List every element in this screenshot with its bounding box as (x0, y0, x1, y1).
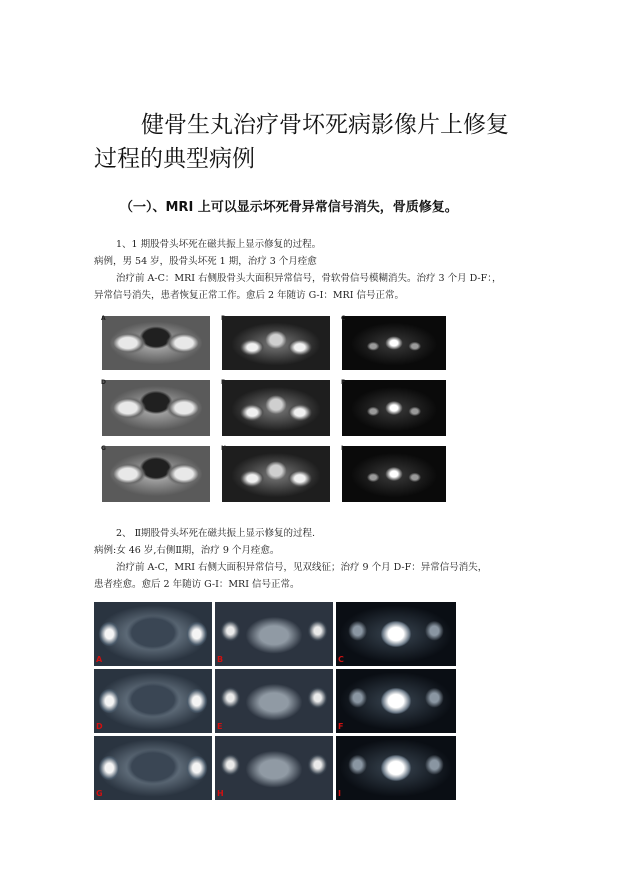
panel-label: E (221, 379, 226, 386)
case-1-text (94, 236, 534, 304)
panel-label: B (217, 655, 224, 664)
mri-panel-h (215, 736, 333, 800)
mri-panel-h (222, 446, 330, 502)
panel-label: D (101, 379, 106, 386)
mri-panel-e (222, 380, 330, 436)
mri-panel-i (336, 736, 456, 800)
mri-panel-d (102, 380, 210, 436)
case-2-heading: 2、 Ⅱ期股骨头坏死在磁共振上显示修复的过程. (116, 528, 316, 539)
case-1-patient: 病例，男 54 岁，股骨头坏死 1 期，治疗 3 个月痊愈 (94, 256, 317, 267)
panel-label: H (221, 445, 227, 452)
case-1-description: 治疗前 A-C：MRI 右侧股骨头大面积异常信号，骨软骨信号模糊消失。治疗 3 个月 D-F：， (116, 273, 502, 284)
panel-label: H (217, 789, 224, 798)
mri-panel-e (215, 669, 333, 733)
mri-panel-f (342, 380, 446, 436)
case-2-description: 治疗前 A-C，MRI 右侧大面积异常信号，见双线征；治疗 9 个月 D-F：异常信号消失， (116, 562, 488, 573)
mri-panel-d (94, 669, 212, 733)
mri-panel-i (342, 446, 446, 502)
case-2-description-cont: 患者痊愈。愈后 2 年随访 G-I：MRI 信号正常。 (94, 579, 300, 590)
mri-panel-b (215, 602, 333, 666)
case-2-mri-figure (94, 602, 456, 800)
panel-label: C (341, 315, 346, 322)
title-line-1: 健骨生丸治疗骨坏死病影像片上修复 (141, 112, 509, 138)
panel-label: A (96, 655, 103, 664)
case-1-mri-figure (96, 310, 446, 504)
mri-panel-g (94, 736, 212, 800)
mri-panel-c (342, 316, 446, 370)
document-title (94, 108, 544, 176)
mri-panel-f (336, 669, 456, 733)
mri-panel-a (94, 602, 212, 666)
case-1-heading: 1、1 期股骨头坏死在磁共振上显示修复的过程。 (116, 239, 322, 250)
panel-label: G (101, 445, 106, 452)
section-heading: （一）、MRI 上可以显示坏死骨异常信号消失，骨质修复。 (120, 200, 458, 215)
mri-panel-a (102, 316, 210, 370)
panel-label: I (341, 445, 344, 452)
panel-label: B (221, 315, 226, 322)
panel-label: F (341, 379, 346, 386)
panel-label: A (101, 315, 106, 322)
mri-panel-g (102, 446, 210, 502)
panel-label: D (96, 722, 103, 731)
panel-label: C (338, 655, 344, 664)
case-2-patient: 病例:女 46 岁,右侧Ⅱ期，治疗 9 个月痊愈。 (94, 545, 280, 556)
case-2-text (94, 525, 534, 593)
mri-panel-b (222, 316, 330, 370)
case-1-description-cont: 异常信号消失，患者恢复正常工作。愈后 2 年随访 G-I：MRI 信号正常。 (94, 290, 404, 301)
title-line-2: 过程的典型病例 (94, 146, 255, 172)
panel-label: F (338, 722, 344, 731)
mri-panel-c (336, 602, 456, 666)
panel-label: E (217, 722, 223, 731)
panel-label: I (338, 789, 341, 798)
panel-label: G (96, 789, 103, 798)
